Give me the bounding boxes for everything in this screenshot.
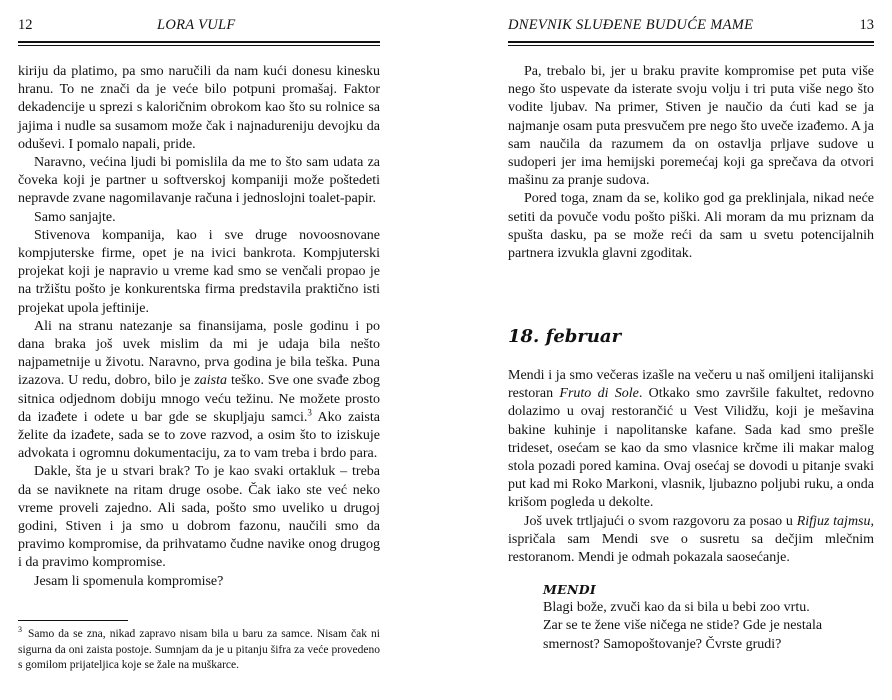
paragraph bbox=[508, 367, 874, 513]
text-run: Još uvek trtljajući o svom razgovoru za posao u bbox=[524, 513, 797, 529]
paragraph: Stivenova kompanija, kao i sve druge novoosnovane kompjuterske firme, opet je na ivici bankrota. Kompjuterski projekat koji je napravio u vreme kad smo se venčali propao je na tržištu pošto je konkurentska firma predstavila praktično isti projekat upola jeftinije. bbox=[18, 227, 380, 316]
header-rule-thick bbox=[18, 41, 380, 43]
footnote-text: Samo da se zna, nikad zapravo nisam bila u baru za samce. Nisam čak ni sigurna da oni zaista postoje. Sumnjam da je u pitanju šifra za veće provedeno s gomilom prijateljica koje se žale na muškarce. bbox=[18, 628, 380, 671]
dialogue-line: Zar se te žene više ničega ne stide? Gde je nestala bbox=[543, 618, 823, 634]
text-run: Ali na stranu natezanje sa finansijama, posle godinu i po dana braka još uvek mislim da mi je udaja bila nešto najpametnije u životu. Naravno, prva godina je bila teška. Puna izazova. U redu, dobro, bilo je bbox=[18, 318, 380, 389]
footnote-ref[interactable]: 3 bbox=[307, 407, 312, 418]
header-rule-thin bbox=[508, 45, 874, 46]
italic-run: zaista bbox=[194, 373, 228, 389]
dialogue-block bbox=[543, 581, 863, 654]
paragraph: Naravno, većina ljudi bi pomislila da me to što sam udata za čoveka koji je partner u softverskoj kompaniji može poštedeti nepravde zvane nagomilavanje računa i jednoslojni toalet-papir. bbox=[18, 155, 380, 207]
right-page-number: 13 bbox=[859, 17, 874, 33]
text-run: . Otkako smo završile fakultet, redovno dolazimo u ovaj restorančić u Vest Vilidžu, koji je mešavina bakine kuhinje i napolitanske kafane. Sada kad smo prešle trideset, osećam se kao da smo vlasnice krčme ili makar malog stola pozadi pored kamina. Ovaj osećaj se dovodi u pitanje svaki put kad mi Roko Markoni, vlasnik, ljubazno poljubi ruku, a onda krišom pogleda u dekolte. bbox=[508, 386, 875, 511]
text-run: Ako zaista želite da izađete, sada se to zove razvod, a osim što to iziskuje advokata i ogromnu dokumentaciju, za to vam treba i brdo para. bbox=[18, 409, 380, 462]
paragraph: Jesam li spomenula kompromise? bbox=[34, 573, 224, 589]
italic-run: Rifjuz tajmsu bbox=[796, 513, 871, 529]
right-running-head: DNEVNIK SLUĐENE BUDUĆE MAME bbox=[508, 17, 754, 33]
paragraph: Samo sanjajte. bbox=[34, 209, 116, 225]
section-heading: 18. februar bbox=[508, 326, 622, 347]
dialogue-line: Blagi bože, zvuči kao da si bila u bebi zoo vrtu. bbox=[543, 600, 810, 616]
paragraph: kiriju da platimo, pa smo naručili da nam kući donesu kinesku hranu. To ne znači da je veće bilo potpuni promašaj. Faktor dekadencije u sprezi s kaloričnim obrokom kao što su rolnice sa jajima i nudle sa susamom može čak i najnadureniju devojku da oduševi. I pomalo napali, pride. bbox=[18, 64, 380, 152]
paragraph: Pored toga, znam da se, koliko god ga preklinjala, nikad neće setiti da povuče vodu pošto piški. Ali moram da mu priznam da spušta dasku, pa se može reći da sam u svetu potencijalnih partnera izvukla glavni zgoditak. bbox=[508, 191, 874, 262]
footnote-mark: 3 bbox=[18, 625, 22, 635]
left-running-head: LORA VULF bbox=[157, 17, 236, 33]
paragraph bbox=[18, 318, 380, 464]
left-page-number: 12 bbox=[18, 17, 33, 33]
header-rule-thick bbox=[508, 41, 874, 43]
footnote bbox=[18, 627, 380, 674]
text-run: , ispričala sam Mendi sve o susretu sa dečjim mlečnim restoranom. Mendi je odmah pokazala saosećanje. bbox=[508, 513, 875, 566]
footnote-rule bbox=[18, 620, 128, 621]
paragraph: Pa, trebalo bi, jer u braku pravite kompromise pet puta više nego što uspevate da isterate svoju volju i tri puta više nego što vodite ljubav. Na primer, Stiven je naučio da ćuti kad se ja najmanje osam puta presvučem pre nego što uveče izađemo. A ja sam naučila da razumem da on ostavlja prljave sudove u sudoperi jer ima hemijski poremećaj koji ga sprečava da otvori mašinu za pranje sudova. bbox=[508, 64, 874, 189]
paragraph bbox=[508, 513, 874, 568]
header-rule-thin bbox=[18, 45, 380, 46]
dialogue-line: smernost? Samopoštovanje? Čvrste grudi? bbox=[543, 636, 782, 652]
right-body-text-section bbox=[508, 367, 874, 567]
left-header bbox=[18, 17, 380, 39]
italic-run: Fruto di Sole bbox=[559, 386, 639, 402]
right-body-text bbox=[508, 63, 874, 263]
speaker-name: MENDI bbox=[543, 582, 596, 597]
text-run: teško. Sve one svađe zbog sitnica odjednom dobiju mnogo veću težinu. Ne možete prosto da izađete i odete u bar gde se skupljaju samci. bbox=[18, 373, 380, 425]
left-body-text bbox=[18, 63, 380, 591]
text-run: Mendi i ja smo večeras izašle na večeru u naš omiljeni italijanski restoran bbox=[508, 368, 874, 402]
right-header bbox=[508, 17, 874, 39]
paragraph: Dakle, šta je u stvari brak? To je kao svaki ortakluk – treba da se naviknete na ritam druge osobe. Čak iako ste već neko vreme proveli zajedno. Ali sada, pošto smo uveliko u drugoj godini, Stiven i ja smo u dobrom fazonu, naučili smo da pravimo kompromise, da prihvatamo čudne navike onog drugog i da pravimo kompromise. bbox=[18, 464, 380, 571]
